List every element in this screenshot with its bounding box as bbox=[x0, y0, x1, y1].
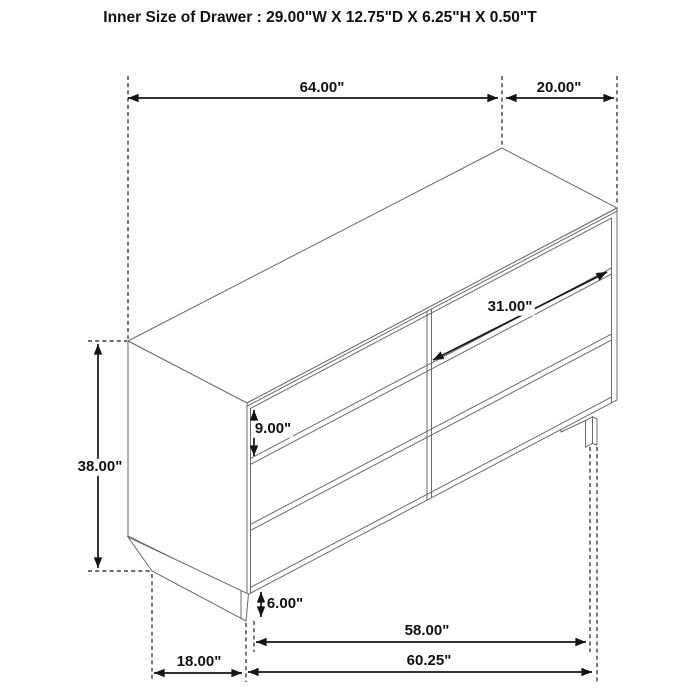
page-title: Inner Size of Drawer : 29.00"W X 12.75"D X 6.25"H X 0.50"T bbox=[103, 9, 537, 26]
top-depth-label: 20.00" bbox=[536, 78, 582, 96]
base-width-label: 60.25" bbox=[406, 651, 452, 669]
drawer-width-label: 31.00" bbox=[487, 297, 533, 315]
base-height-label: 6.00" bbox=[266, 594, 304, 612]
base-depth-label: 18.00" bbox=[176, 652, 222, 670]
top-width-label: 64.00" bbox=[299, 78, 345, 96]
leg-span-width-label: 58.00" bbox=[404, 621, 450, 639]
drawer-face-height-label: 9.00" bbox=[254, 419, 292, 437]
overall-height-label: 38.00" bbox=[77, 457, 123, 475]
